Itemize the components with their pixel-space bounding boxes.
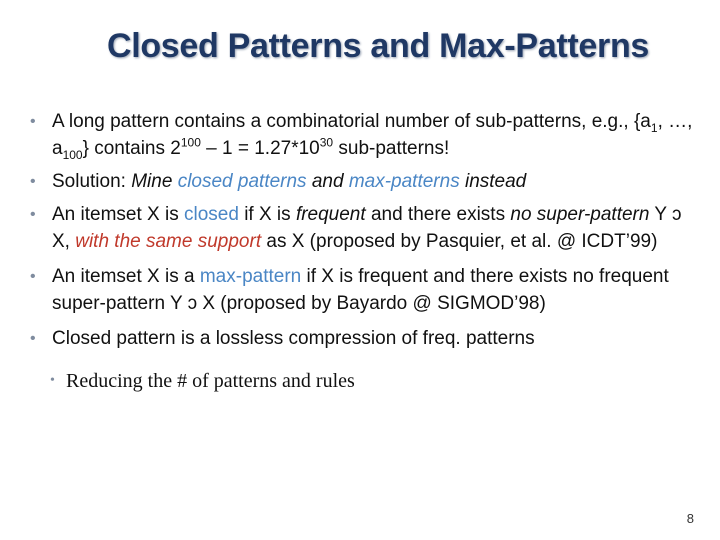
text: X, [52, 231, 76, 252]
text: A long pattern contains a combinatorial number of sub-patterns, e.g., {a [52, 111, 651, 132]
text: sub-patterns! [333, 138, 450, 159]
page-number: 8 [686, 511, 694, 526]
text: if X is [238, 204, 296, 225]
text: } contains 2 [82, 138, 181, 159]
bullet-marker: • [30, 173, 36, 190]
closed-patterns-highlight: closed patterns [177, 171, 307, 192]
bullet-long-pattern [28, 108, 698, 162]
bullet-solution [28, 168, 698, 195]
text: if X is frequent and there exists no frequent super-pattern Y [52, 266, 669, 314]
text: as X (proposed by Pasquier, et al. @ ICDT’99) [261, 231, 658, 252]
superscript: 100 [180, 135, 201, 150]
subscript: 1 [650, 120, 658, 135]
text: Y [649, 204, 672, 225]
text: X (proposed by Bayardo @ SIGMOD’98) [197, 293, 546, 314]
text: Solution: [52, 171, 132, 192]
bullet-marker: • [30, 268, 36, 285]
italic-text: instead [459, 171, 527, 192]
italic-text: and [306, 171, 349, 192]
superset-symbol: ɔ [672, 204, 682, 225]
closed-highlight: closed [184, 204, 239, 225]
bullet-max-definition [28, 263, 698, 317]
bullet-marker: • [30, 330, 36, 347]
text: Reducing the # of patterns and rules [66, 370, 355, 392]
bullet-closed-definition [28, 201, 698, 255]
bullet-marker: • [30, 113, 36, 130]
superset-symbol: ɔ [187, 293, 198, 314]
text: , …, a [52, 111, 693, 159]
sub-bullet-reducing [50, 368, 698, 394]
subscript: 100 [62, 147, 83, 162]
slide-title [0, 27, 720, 66]
bullet-marker: • [30, 206, 36, 223]
text: – 1 = 1.27*10 [200, 138, 320, 159]
superscript: 30 [319, 135, 334, 150]
text: An itemset X is a [52, 266, 200, 287]
text: and there exists [365, 204, 511, 225]
text: Closed pattern is a lossless compression of freq. patterns [52, 328, 535, 349]
text: An itemset X is [52, 204, 184, 225]
max-pattern-highlight: max-pattern [199, 266, 302, 287]
italic-text: no super-pattern [510, 204, 650, 225]
max-patterns-highlight: max-patterns [348, 171, 460, 192]
bullet-lossless [28, 325, 698, 352]
same-support-highlight: with the same support [75, 231, 262, 252]
italic-text: frequent [295, 204, 366, 225]
bullet-list [28, 108, 698, 394]
slide-title-text: Closed Patterns and Max-Patterns [106, 27, 650, 65]
sub-bullet-marker: • [50, 373, 55, 388]
italic-text: Mine [131, 171, 178, 192]
